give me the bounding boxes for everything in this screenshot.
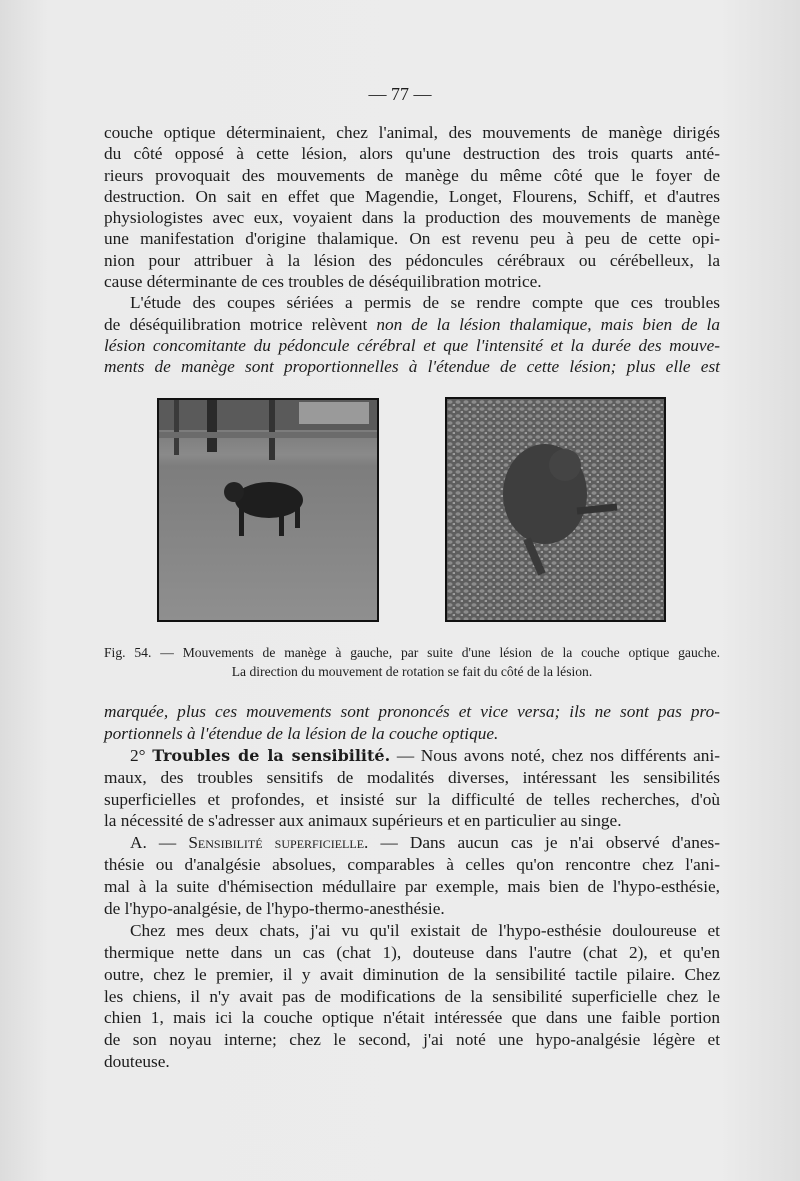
- text-line: [104, 789, 720, 811]
- text-segment: nion pour attribuer à la lésion des pédoncules cérébraux ou cérébelleux, la: [104, 250, 720, 270]
- text-line: [104, 745, 720, 767]
- text-segment: lésion concomitante du pédoncule cérébral et que l'intensité et la durée des mouve-: [104, 335, 720, 355]
- figure-photo-cat-gravel: [445, 397, 666, 622]
- cat-yard-image: [159, 400, 377, 620]
- text-line: [104, 165, 720, 186]
- text-line: [104, 854, 720, 876]
- text-segment: physiologistes avec eux, voyaient dans la production des mouvements de manège: [104, 208, 720, 228]
- text-segment: de l'hypo-analgésie, de l'hypo-thermo-anesthésie.: [104, 899, 445, 919]
- text-segment: de son noyau interne; chez le second, j'ai noté une hypo-analgésie légère et: [104, 1030, 720, 1050]
- text-line: [104, 335, 720, 356]
- text-line: [104, 832, 720, 854]
- text-segment: la nécessité de s'adresser aux animaux supérieurs et en particulier au singe.: [104, 811, 622, 831]
- text-line: [104, 1029, 720, 1051]
- text-segment: superficielles et profondes, et insisté sur la difficulté de telles recherches, d'où: [104, 789, 720, 809]
- text-line: [104, 250, 720, 271]
- text-segment: de déséquilibration motrice relèvent: [104, 314, 377, 334]
- text-line: [104, 986, 720, 1008]
- text-line: [104, 964, 720, 986]
- text-segment: L'étude des coupes sériées a permis de se rendre compte que ces troubles: [130, 293, 720, 313]
- text-segment: thésie ou d'analgésie absolues, comparables à celles qu'on rencontre chez l'ani-: [104, 855, 720, 875]
- text-segment: marquée, plus ces mouvements sont prononcés et vice versa; ils ne sont pas pro-: [104, 702, 720, 721]
- text-segment: outre, chez le premier, il y avait diminution de la sensibilité tactile pilaire. Chez: [104, 964, 720, 984]
- text-line: [104, 701, 720, 723]
- text-segment: cause déterminante de ces troubles de déséquilibration motrice.: [104, 272, 542, 292]
- text-line: [104, 876, 720, 898]
- text-line: [104, 122, 720, 143]
- text-line: [104, 767, 720, 789]
- text-line: [104, 186, 720, 207]
- text-segment: Chez mes deux chats, j'ai vu qu'il existait de l'hypo-esthésie douloureuse et: [130, 920, 720, 940]
- text-segment: les chiens, il n'y avait pas de modifications de la sensibilité superficielle chez le: [104, 986, 720, 1006]
- text-segment: destruction. On sait en effet que Magendie, Longet, Flourens, Schiff, et d'autres: [104, 186, 720, 206]
- figure-photo-cat-yard: [157, 398, 379, 622]
- text-segment: une manifestation d'origine thalamique. On est revenu peu à peu de cette opi-: [104, 229, 720, 249]
- text-line: [104, 143, 720, 164]
- text-segment: chien 1, mais ici la couche optique n'était intéressée que dans une faible portion: [104, 1008, 720, 1028]
- text-segment: ,: [587, 314, 601, 334]
- text-segment: douteuse.: [104, 1052, 170, 1072]
- text-line: [104, 228, 720, 249]
- text-segment: ments de manège sont proportionnelles à l'étendue de cette lésion; plus elle est: [104, 357, 720, 377]
- text-segment: non de la lésion thalamique: [376, 314, 588, 334]
- text-segment: A. —: [130, 833, 189, 853]
- figure-caption-line-2: La direction du mouvement de rotation se fait du côté de la lésion.: [231, 664, 593, 679]
- text-segment: du côté opposé à cette lésion, alors qu'une destruction des trois quarts anté-: [104, 144, 720, 164]
- text-line: [104, 271, 720, 292]
- text-segment: rieurs provoquait des mouvements de manège du même côté que le foyer de: [104, 165, 720, 185]
- text-segment: mal à la suite d'hémisection médullaire par exemple, mais bien de l'hypo-esthésie,: [104, 877, 720, 897]
- text-segment: Troubles de la sensibilité.: [152, 745, 391, 765]
- text-line: [104, 314, 720, 335]
- text-line: [104, 723, 720, 745]
- text-line: [104, 292, 720, 313]
- text-segment: Sensibilité superficielle.: [188, 833, 369, 853]
- text-segment: maux, des troubles sensitifs de modalités diverses, intéressant les sensibilités: [104, 767, 720, 787]
- text-segment: couche optique déterminaient, chez l'animal, des mouvements de manège dirigés: [104, 123, 720, 142]
- text-segment: portionnels à l'étendue de la lésion de la couche optique.: [104, 723, 499, 743]
- text-line: [104, 1007, 720, 1029]
- text-line: [104, 356, 720, 377]
- figure-caption-line-1: Fig. 54. — Mouvements de manège à gauche, par suite d'une lésion de la couche optique gauche.: [104, 645, 720, 660]
- text-line: [104, 1051, 720, 1073]
- page-number: — 77 —: [368, 84, 432, 104]
- text-line: [104, 942, 720, 964]
- text-line: [104, 920, 720, 942]
- text-segment: — Dans aucun cas je n'ai observé d'anes-: [368, 833, 720, 853]
- text-line: [104, 207, 720, 228]
- text-line: [104, 898, 720, 920]
- text-block-top: [104, 122, 720, 378]
- text-segment: 2°: [130, 745, 153, 765]
- text-segment: thermique nette dans un cas (chat 1), douteuse dans l'autre (chat 2), et qu'en: [104, 942, 720, 962]
- text-segment: mais bien de la: [600, 314, 721, 334]
- text-block-bottom: [104, 701, 720, 1073]
- cat-gravel-image: [447, 399, 664, 620]
- figure-caption: [104, 643, 720, 681]
- text-segment: — Nous avons noté, chez nos différents ani-: [390, 745, 721, 765]
- text-line: [104, 810, 720, 832]
